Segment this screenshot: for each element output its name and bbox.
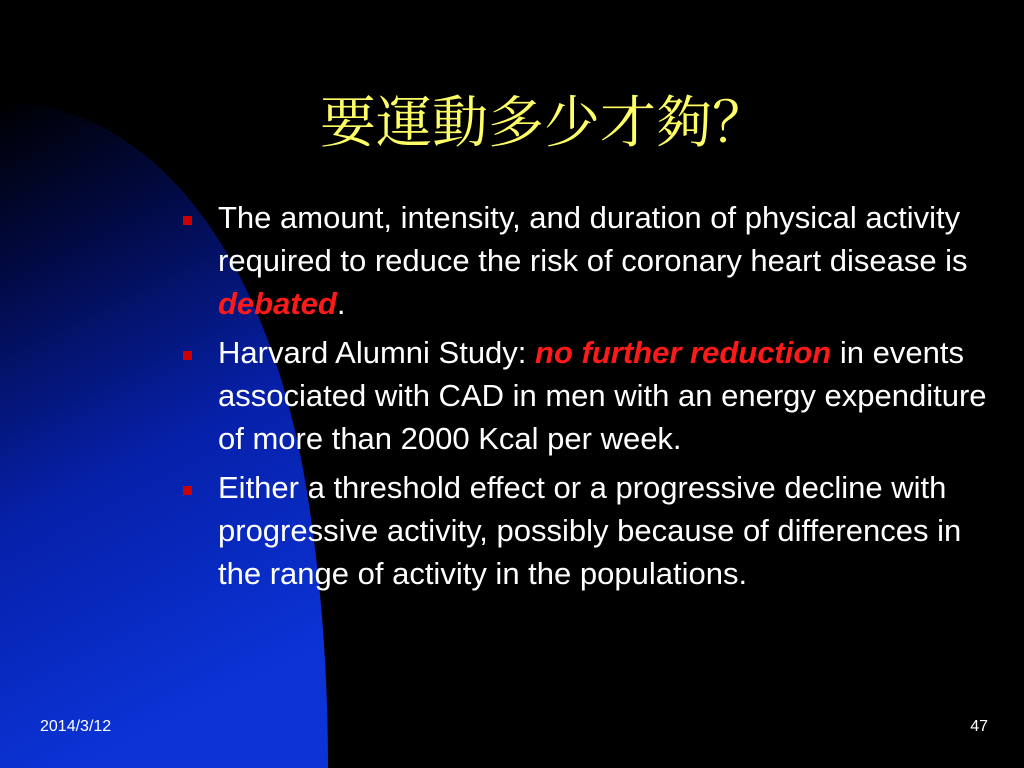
bullet-text: Either a threshold effect or a progressive decline with progressive activity, possibly because of differences in the range of activity in the populations. [218, 470, 962, 591]
emphasis-text: debated [218, 286, 337, 321]
square-bullet-icon [183, 216, 192, 225]
bullet-item [180, 466, 1010, 595]
bullet-item [180, 331, 1010, 460]
emphasis-text: no further reduction [535, 335, 832, 370]
bullet-text: in events associated with CAD in men with an energy expenditure of more than 2000 Kcal per week. [218, 335, 987, 456]
bullet-list [180, 196, 1010, 601]
bullet-item [180, 196, 1010, 325]
bullet-text: Harvard Alumni Study: [218, 335, 536, 370]
bullet-text: . [336, 286, 346, 321]
slide-title: 要運動多少才夠？ [320, 91, 768, 156]
page-number: 47 [970, 718, 988, 735]
bullet-text: The amount, intensity, and duration of physical activity required to reduce the risk of coronary heart disease is [218, 200, 968, 278]
square-bullet-icon [183, 351, 192, 360]
square-bullet-icon [183, 486, 192, 495]
footer-date: 2014/3/12 [40, 718, 112, 735]
